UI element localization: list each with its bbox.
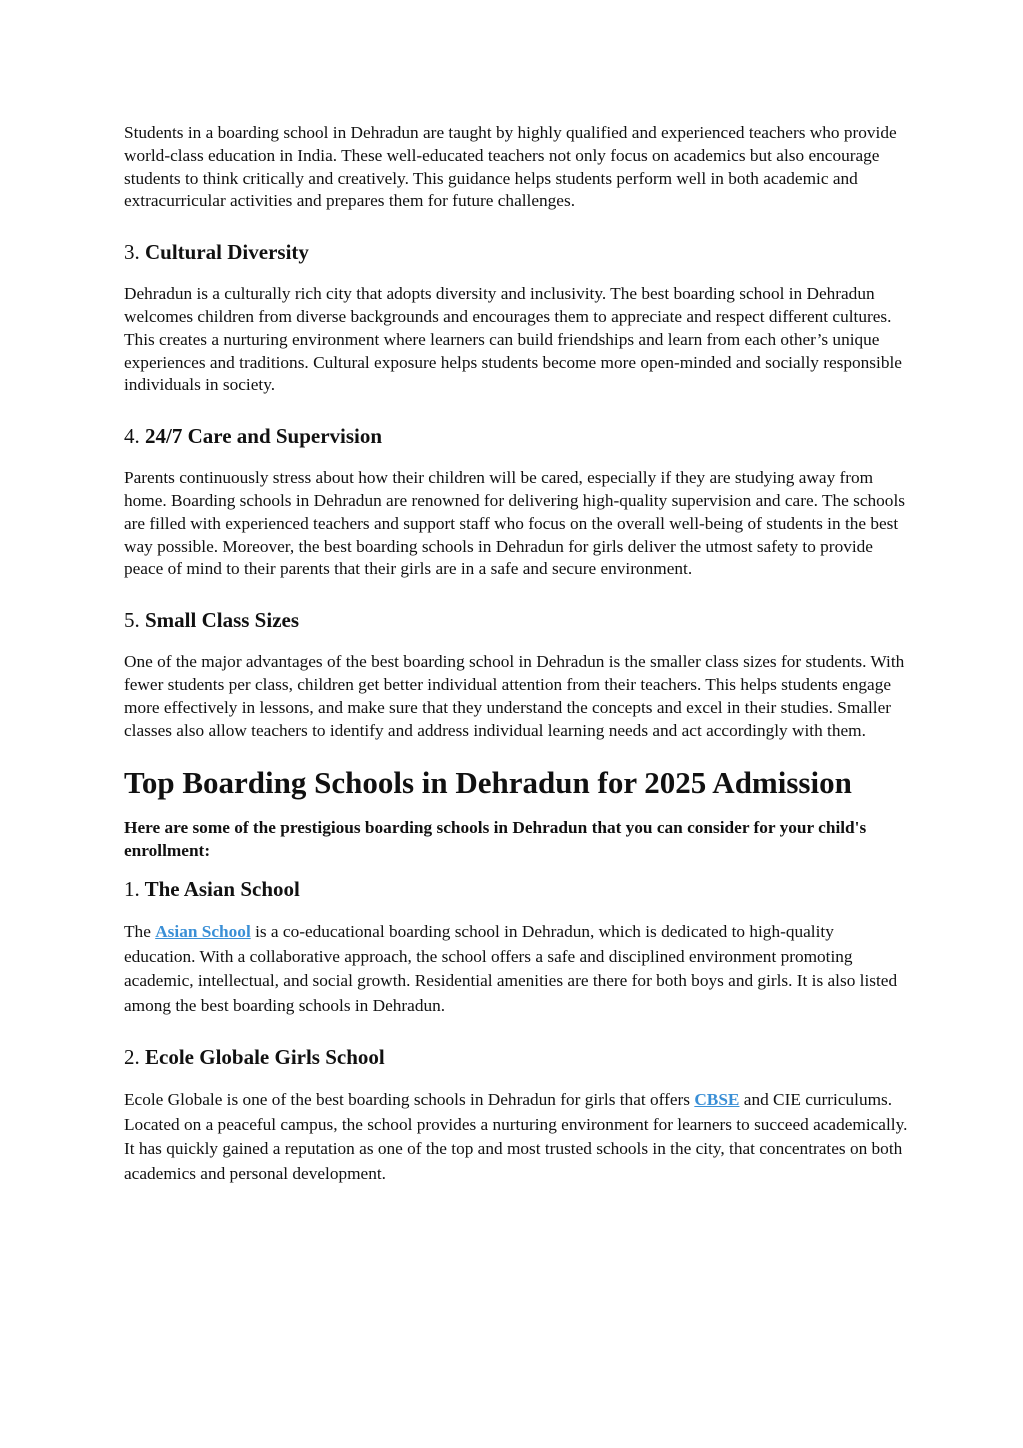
main-heading: Top Boarding Schools in Dehradun for 2025 Admission [124, 765, 852, 801]
section-title: 24/7 Care and Supervision [145, 424, 383, 449]
section-heading-cultural-diversity [124, 239, 909, 265]
school-title: The Asian School [144, 877, 300, 902]
intro-paragraph: Students in a boarding school in Dehradun are taught by highly qualified and experienced teachers who provide world-class education in India. These well-educated teachers not only focus on academics but also encourage students to think critically and creatively. This guidance helps students perform well in both academic and extracurricular activities and prepares them for future challenges. [124, 123, 897, 211]
school-body-text: is a co-educational boarding school in Dehradun, which is dedicated to high-quality education. With a collaborative approach, the school offers a safe and disciplined environment promoting academic, intellectual, and social growth. Residential amenities are there for both boys and girls. It is also listed among the best boarding schools in Dehradun. [124, 922, 898, 1015]
school-heading-asian-school [124, 876, 909, 902]
section-body-small-class-sizes: One of the major advantages of the best boarding school in Dehradun is the smaller class sizes for students. With fewer students per class, children get better individual attention from their teachers. This helps students engage more effectively in lessons, and make sure that they understand the concepts and excel in their studies. Smaller classes also allow teachers to identify and address individual learning needs and act accordingly with them. [124, 652, 905, 740]
school-body-text: The [124, 922, 156, 942]
asian-school-link[interactable]: Asian School [155, 922, 251, 942]
school-title: Ecole Globale Girls School [145, 1045, 385, 1070]
school-number: 1. [124, 877, 140, 902]
section-body-care-supervision: Parents continuously stress about how their children will be cared, especially if they are studying away from home. Boarding schools in Dehradun are renowned for delivering high-quality supervision and care. The schools are filled with experienced teachers and support staff who focus on the overall well-being of students in the best way possible. Moreover, the best boarding schools in Dehradun for girls deliver the utmost safety to provide peace of mind to their parents that their girls are in a safe and secure environment. [124, 468, 905, 579]
school-body-text: and CIE curriculums. Located on a peaceful campus, the school provides a nurturing environment for learners to succeed academically. It has quickly gained a reputation as one of the top and most trusted schools in the city, that concentrates on both academics and personal development. [124, 1090, 908, 1183]
section-title: Cultural Diversity [145, 240, 309, 265]
school-body-asian-school [124, 920, 909, 1018]
school-number: 2. [124, 1045, 140, 1070]
section-number: 4. [124, 424, 140, 449]
school-body-text: Ecole Globale is one of the best boarding schools in Dehradun for girls that offers [124, 1090, 695, 1110]
section-body-cultural-diversity: Dehradun is a culturally rich city that adopts diversity and inclusivity. The best boarding school in Dehradun welcomes children from diverse backgrounds and encourages them to appreciate and respect different cultures. This creates a nurturing environment where learners can build friendships and learn from each other’s unique experiences and traditions. Cultural exposure helps students become more open-minded and socially responsible individuals in society. [124, 284, 902, 395]
section-heading-small-class-sizes [124, 607, 909, 633]
section-title: Small Class Sizes [145, 608, 300, 633]
document-page [124, 122, 909, 1186]
school-body-ecole-globale [124, 1088, 909, 1186]
school-heading-ecole-globale [124, 1044, 909, 1070]
section-heading-care-supervision [124, 423, 909, 449]
section-number: 3. [124, 240, 140, 265]
section-number: 5. [124, 608, 140, 633]
cbse-link[interactable]: CBSE [694, 1090, 740, 1110]
lead-text: Here are some of the prestigious boarding schools in Dehradun that you can consider for your child's enrollment: [124, 818, 867, 861]
